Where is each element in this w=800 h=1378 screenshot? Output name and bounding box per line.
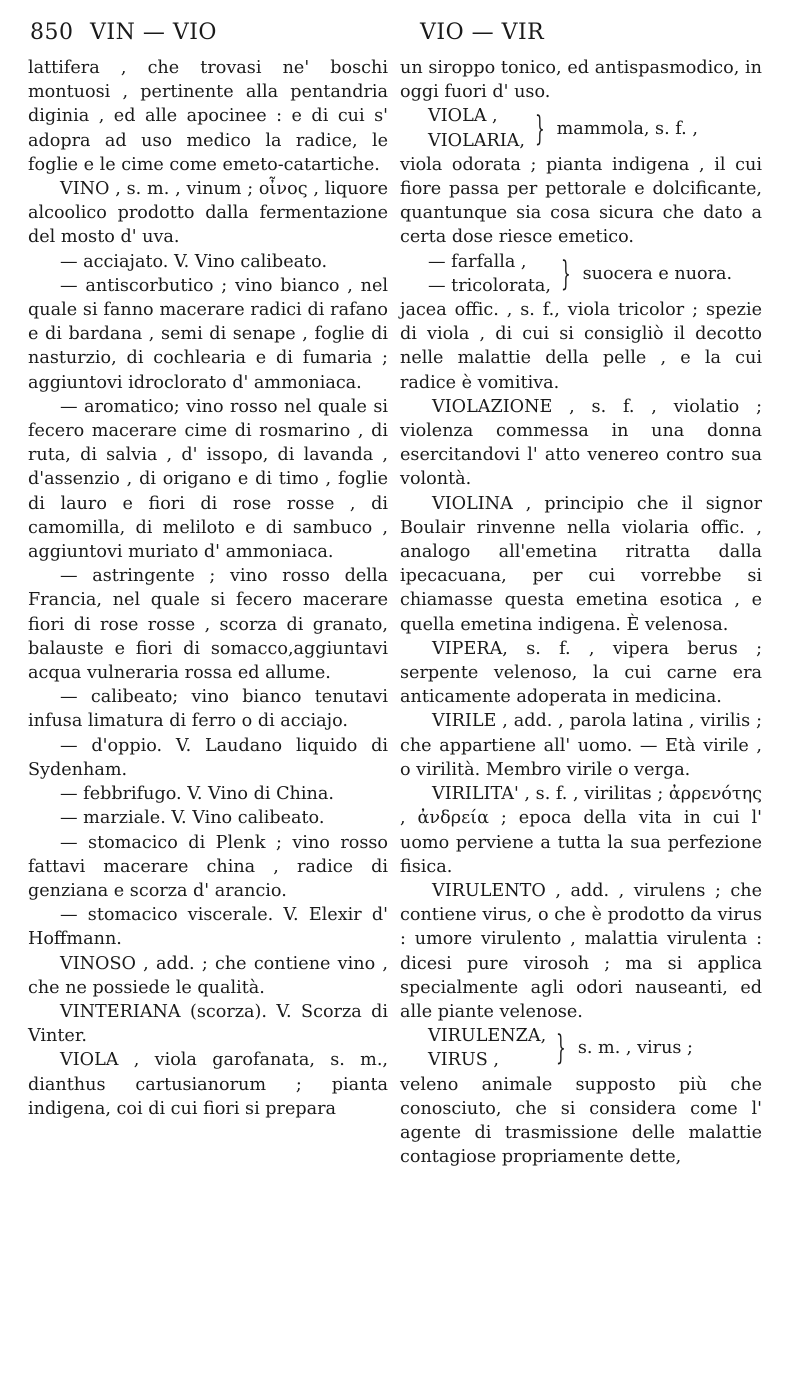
entry-virile: VIRILE , add. , parola latina , virilis ; che appartiene all' uomo. — Età virile , o virilità. Membro virile o verga. — [400, 711, 762, 780]
entry-vino-febbrifugo: — febbrifugo. V. Vino di China. — [60, 784, 334, 805]
entry-viola-odorata: viola odorata ; pianta indigena , il cui fiore passa per pettorale e dolcificante, quantunque sia cosa sicura che dato a certa dose riesce emetico. — [400, 154, 762, 248]
entry-jacea: jacea offic. , s. f., viola tricolor ; spezie di viola , di cui si consigliò il decotto nelle malattie della pelle , e la cui radice è vomitiva. — [400, 300, 762, 393]
entry-vino-stomacico-plenk: — stomacico di Plenk ; vino rosso fattavi macerare china , radice di genziana e scorza d' arancio. — [28, 832, 388, 901]
entry-vino-marziale: — marziale. V. Vino calibeato. — [60, 808, 325, 829]
running-head-right: VIO — VIR — [420, 20, 545, 45]
headword-virus: VIRUS , — [428, 1050, 499, 1071]
brace-group-farfalla — [400, 250, 762, 298]
brace-icon: } — [534, 108, 545, 149]
headword-farfalla: — farfalla , — [428, 251, 527, 272]
entry-lattifera-cont: lattifera , che trovasi ne' boschi montuosi , pertinente alla pentandria diginia , ed alle apocinee : e di cui s' adopra ad uso medico la radice, le foglie e le cime come emeto-catartiche. — [28, 58, 388, 175]
headword-tricolorata: — tricolorata, — [428, 275, 552, 296]
brace-def-virus: s. m. , virus ; — [577, 1038, 693, 1059]
headword-violaria: VIOLARIA, — [428, 130, 525, 151]
brace-def-farfalla: suocera e nuora. — [582, 263, 733, 284]
entry-viola-cont: un siroppo tonico, ed antispasmodico, in oggi fuori d' uso. — [400, 58, 762, 103]
brace-icon: } — [560, 253, 571, 294]
entry-vino-calibeato: — calibeato; vino bianco tenutavi infusa limatura di ferro o di acciajo. — [28, 687, 388, 732]
entry-vino-astringente: — astringente ; vino rosso della Francia, nel quale si fecero macerare fiori di rose rosse , scorza di granato, balauste e fiori di somacco,aggiuntavi acqua vulneraria rossa ed allume. — [28, 566, 388, 684]
brace-group-virus — [400, 1024, 762, 1072]
entry-virilita: VIRILITA' , s. f. , virilitas ; ἀρρενότης , ἀνδρεία ; epoca della vita in cui l' uomo perviene a tutta la sua perfezione fisica. — [400, 784, 762, 877]
right-column — [400, 56, 762, 1169]
entry-violina: VIOLINA , principio che il signor Boulair rinvenne nella violaria offic. , analogo all'emetina ritratta dalla ipecacuana, per cui vorrebbe si chiamasse questa emetina esotica , e quella emetina indigena. È velenosa. — [400, 493, 762, 635]
brace-group-viola — [400, 104, 762, 152]
left-column — [28, 56, 388, 1121]
page-header — [30, 20, 775, 60]
entry-vino-aromatico: — aromatico; vino rosso nel quale si fecero macerare cime di rosmarino , di ruta, di salvia , d' issopo, di lavanda , d'assenzio , di origano e di timo , foglie di lauro e fiori di rose rosse , di camomilla, di meliloto e di sambuco , aggiuntovi muriato d' ammoniaca. — [28, 396, 388, 563]
entry-vino-antiscorbutico: — antiscorbutico ; vino bianco , nel quale si fanno macerare radici di rafano e di bardana , semi di senape , foglie di nasturzio, di cochlearia e di fumaria ; aggiuntovi idroclorato d' ammoniaca. — [28, 275, 388, 393]
entry-vipera: VIPERA, s. f. , vipera berus ; serpente velenoso, la cui carne era anticamente adoperata in medicina. — [400, 638, 762, 708]
entry-vino: VINO , s. m. , vinum ; οἶνος , liquore alcoolico prodotto dalla fermentazione del mosto d' uva. — [28, 179, 388, 248]
brace-def-viola: mammola, s. f. , — [556, 118, 698, 139]
entry-violazione: VIOLAZIONE , s. f. , violatio ; violenza commessa in una donna esercitandovi l' atto venereo contro sua volontà. — [400, 396, 762, 490]
entry-vino-doppio: — d'oppio. V. Laudano liquido di Sydenham. — [28, 735, 388, 780]
brace-icon: } — [556, 1028, 566, 1069]
headword-viola: VIOLA , — [428, 106, 498, 127]
entry-vinteriana: VINTERIANA (scorza). V. Scorza di Vinter. — [28, 1001, 388, 1047]
entry-viola-garofanata: VIOLA , viola garofanata, s. m., dianthus cartusianorum ; pianta indigena, coi di cui fiori si prepara — [28, 1050, 388, 1119]
running-head-left: VIN — VIO — [90, 20, 217, 45]
entry-vino-stomacico-viscerale: — stomacico viscerale. V. Elexir d' Hoffmann. — [28, 905, 388, 950]
entry-virulento: VIRULENTO , add. , virulens ; che contiene virus, o che è prodotto da virus : umore virulento , malattia virulenta : dicesi pure virosoh ; ma si applica specialmente agli odori nauseanti, ed alle piante velenose. — [400, 880, 762, 1022]
page-number: 850 — [30, 20, 74, 45]
entry-vino-acciajato: — acciajato. V. Vino calibeato. — [60, 251, 328, 272]
entry-vinoso: VINOSO , add. ; che contiene vino , che ne possiede le qualità. — [28, 953, 388, 998]
headword-virulenza: VIRULENZA, — [428, 1026, 547, 1047]
entry-virus-text: veleno animale supposto più che conosciuto, che si considera come l' agente di trasmissione delle malattie contagiose propriamente dette, — [400, 1074, 762, 1168]
